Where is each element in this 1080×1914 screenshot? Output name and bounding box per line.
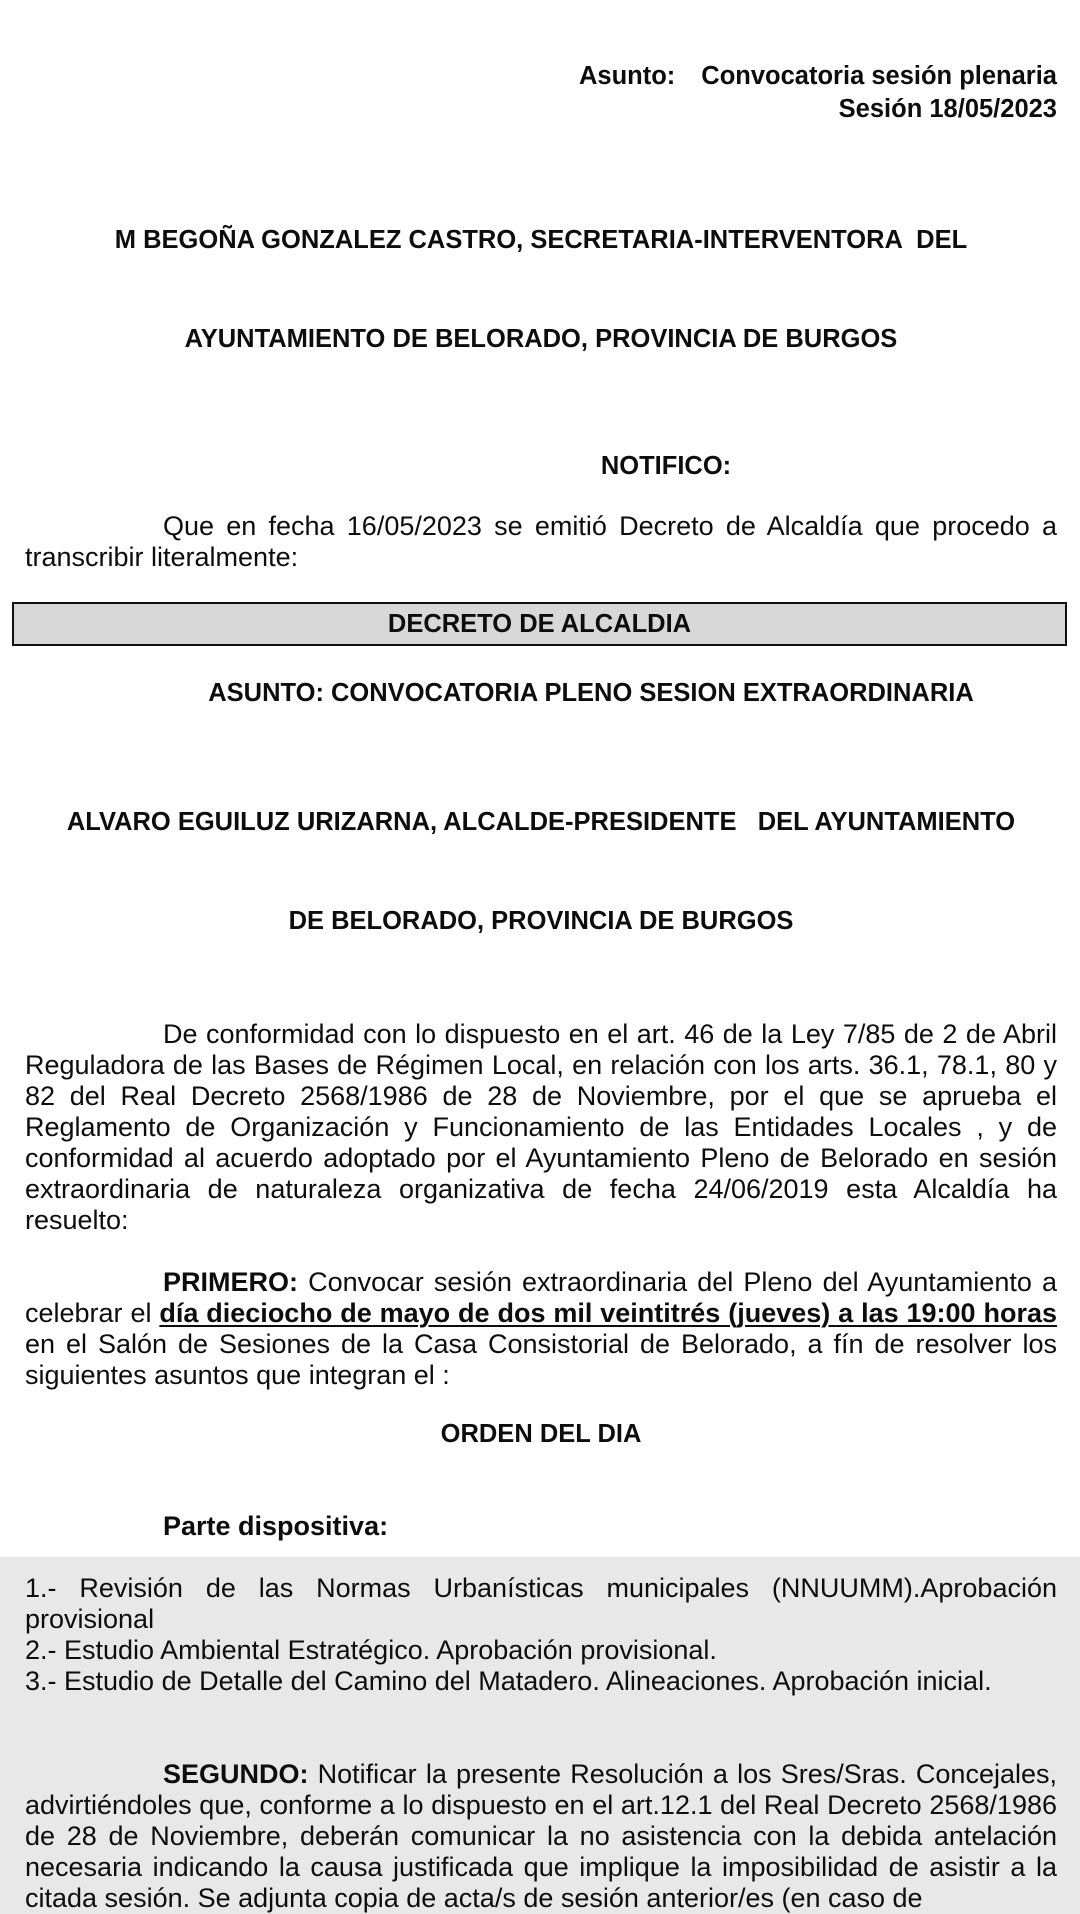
agenda-title: ORDEN DEL DIA bbox=[440, 1420, 642, 1448]
agenda-part-heading: Parte dispositiva: bbox=[163, 1511, 389, 1541]
resolution-primero-paragraph bbox=[25, 1267, 1057, 1391]
emphasis-segment: SEGUNDO: bbox=[163, 1759, 318, 1789]
decree-banner-title: DECRETO DE ALCALDIA bbox=[387, 609, 692, 638]
agenda-list bbox=[25, 1573, 1057, 1697]
text-segment: en el Salón de Sesiones de la Casa Consistorial de Belorado, a fín de resolver los siguientes asuntos que integran el : bbox=[25, 1329, 1057, 1390]
secretary-heading-line: M BEGOÑA GONZALEZ CASTRO, SECRETARIA-INTERVENTORA DEL bbox=[114, 226, 968, 254]
subject-block bbox=[25, 60, 1057, 126]
mayor-heading bbox=[25, 740, 1057, 1004]
text-segment: Notificar la presente Resolución a los Sres/Sras. Concejales, advirtiéndoles que, conforme a lo dispuesto en el art.12.1 del Real Decreto 2568/1986 de 28 de Noviembre, deberán comunicar la no asistencia con la debida antelación necesaria indicando la causa justificada que implique la imposibilidad de asistir a la citada sesión. Se adjunta copia de acta/s de sesión anterior/es (en caso de bbox=[25, 1759, 1057, 1913]
emphasis-segment: día dieciocho de mayo de dos mil veintitrés (jueves) a las 19:00 horas bbox=[159, 1298, 1057, 1328]
secretary-heading-line: AYUNTAMIENTO DE BELORADO, PROVINCIA DE BURGOS bbox=[184, 325, 898, 353]
session-date: Sesión 18/05/2023 bbox=[838, 95, 1057, 123]
text-segment: Convocar sesión extraordinaria del Pleno del Ayuntamiento a celebrar el bbox=[25, 1267, 1057, 1328]
agenda-item: 1.- Revisión de las Normas Urbanísticas municipales (NNUUMM).Aprobación provisional bbox=[25, 1573, 1057, 1634]
legal-paragraph: De conformidad con lo dispuesto en el art. 46 de la Ley 7/85 de 2 de Abril Reguladora de las Bases de Régimen Local, en relación con los arts. 36.1, 78.1, 80 y 82 del Real Decreto 2568/1986 de 28 de Noviembre, por el que se aprueba el Reglamento de Organización y Funcionamiento de las Entidades Locales , y de conformidad al acuerdo adoptado por el Ayuntamiento Pleno de Belorado en sesión extraordinaria de naturaleza organizativa de fecha 24/06/2019 esta Alcaldía ha resuelto: bbox=[25, 1019, 1057, 1235]
resolution-segundo-paragraph bbox=[25, 1759, 1057, 1914]
mayor-heading-line: ALVARO EGUILUZ URIZARNA, ALCALDE-PRESIDENTE DEL AYUNTAMIENTO bbox=[66, 808, 1016, 836]
secretary-heading bbox=[25, 158, 1057, 422]
agenda-item: 2.- Estudio Ambiental Estratégico. Aprobación provisional. bbox=[25, 1635, 717, 1665]
subject-label: Asunto: bbox=[578, 62, 676, 90]
agenda-item: 3.- Estudio de Detalle del Camino del Matadero. Alineaciones. Aprobación inicial. bbox=[25, 1666, 992, 1696]
decree-banner bbox=[12, 602, 1067, 646]
decree-subject-heading: ASUNTO: CONVOCATORIA PLENO SESION EXTRAORDINARIA bbox=[208, 679, 974, 707]
emphasis-segment: PRIMERO: bbox=[163, 1267, 309, 1297]
subject-value: Convocatoria sesión plenaria bbox=[701, 62, 1057, 90]
subject-line bbox=[579, 60, 1057, 93]
notify-heading: NOTIFICO: bbox=[600, 452, 732, 480]
mayor-heading-line: DE BELORADO, PROVINCIA DE BURGOS bbox=[288, 907, 794, 935]
intro-paragraph: Que en fecha 16/05/2023 se emitió Decreto de Alcaldía que procedo a transcribir literalmente: bbox=[25, 511, 1057, 572]
